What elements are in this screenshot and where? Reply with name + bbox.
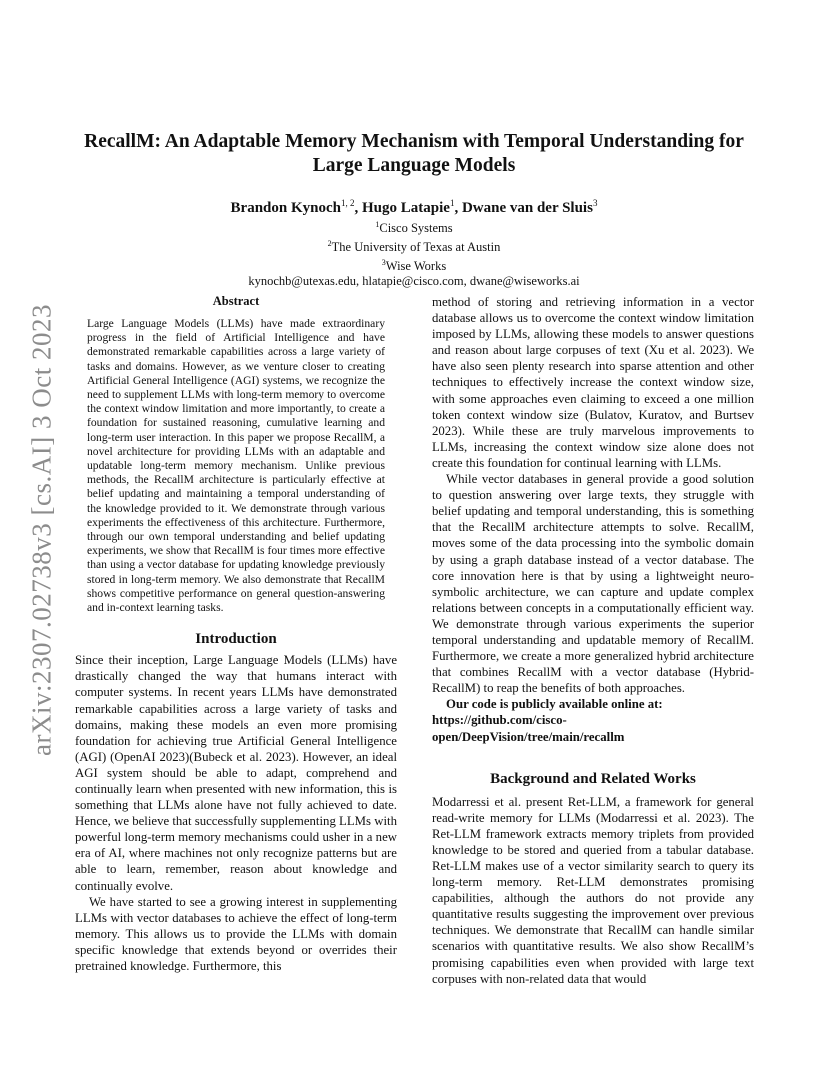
introduction-paragraph: While vector databases in general provide a good solution to question answering over large texts, they struggle with belief updating and temporal understanding, this is something that the RecallM architecture attempts to solve. RecallM, moves some of the data processing into the symbolic domain by using a graph database instead of a vector database. The core innovation here is that by using a lightweight neuro-symbolic architecture, we can capture and update complex relations between concepts in a computationally efficient way. We demonstrate through various experiments the superior temporal understanding and updatable memory of RecallM. Furthermore, we create a more generalized hybrid architecture that combines RecallM with a vector database (Hybrid-RecallM) to reap the benefits of both approaches.: [432, 472, 754, 696]
introduction-heading: Introduction: [195, 631, 277, 648]
affiliation-mark: 1: [375, 220, 380, 229]
paper-header: [70, 130, 758, 289]
author-name: Brandon Kynoch: [230, 200, 341, 216]
code-availability-note: Our code is publicly available online at:: [446, 697, 663, 712]
affiliation-mark: 2: [327, 239, 332, 249]
affiliation: [70, 255, 758, 274]
author-affiliation-mark: 1: [449, 198, 455, 208]
arxiv-sidebar: [22, 300, 62, 760]
author-separator: ,: [354, 200, 362, 216]
right-column: [432, 294, 754, 987]
background-paragraph: Modarressi et al. present Ret-LLM, a framework for general read-write memory for LLMs (Modarressi et al. 2023). The Ret-LLM framework extracts memory triplets from provided knowledge to be stored and queried from a tabular database. Ret-LLM makes use of a vector similarity search to query its long-term memory. Ret-LLM demonstrates promising capabilities, although the authors do not provide any quantitative results suggesting the improvement over previous techniques. We demonstrate that RecallM can handle similar scenarios with quantitative results. We also show RecallM’s promising capabilities even when provided with large text corpuses with non-related data that would: [432, 794, 754, 986]
paper-title: RecallM: An Adaptable Memory Mechanism with Temporal Understanding for Large Language Models: [84, 131, 744, 176]
author-separator: ,: [454, 200, 462, 216]
author-affiliation-mark: 3: [592, 198, 598, 208]
introduction-paragraph: Since their inception, Large Language Models (LLMs) have drastically changed the way that humans interact with computer systems. In recent years LLMs have demonstrated remarkable capabilities across a large variety of tasks and domains, making these models an even more promising foundation for achieving true Artificial General Intelligence (AGI) (OpenAI 2023)(Bubeck et al. 2023). However, an ideal AGI system should be able to adapt, comprehend and continually learn when presented with new information, this is something that LLMs alone have not fully achieved to date. Hence, we believe that successfully supplementing LLMs with powerful long-term memory mechanisms could usher in a new era of AI, where machines not only recognize patterns but are able to learn, remember, reason about knowledge and continually evolve.: [75, 653, 397, 893]
affiliation-name: Wise Works: [385, 259, 447, 274]
abstract-heading: Abstract: [212, 294, 260, 308]
code-repository-link[interactable]: https://github.com/cisco-open/DeepVision/tree/main/recallm: [432, 713, 625, 744]
left-column: [75, 294, 397, 974]
introduction-paragraph: We have started to see a growing interest in supplementing LLMs with vector databases to achieve the effect of long-term memory. This allows us to provide the LLMs with domain specific knowledge that extends beyond or overrides their pretrained knowledge. Furthermore, this: [75, 894, 397, 974]
abstract-text: Large Language Models (LLMs) have made extraordinary progress in the field of Artificial Intelligence and have demonstrated remarkable capabilities across a large variety of tasks and domains. However, as we venture closer to creating Artificial General Intelligence (AGI) systems, we recognize the need to supplement LLMs with long-term memory to overcome the context window limitation and more importantly, to create a foundation for sustained reasoning, cumulative learning and long-term user interaction. In this paper we propose RecallM, a novel architecture for providing LLMs with an adaptable and updatable long-term memory mechanism. Unlike previous methods, the RecallM architecture is particularly effective at belief updating and maintaining a temporal understanding of the knowledge provided to it. We demonstrate through various experiments the effectiveness of this architecture. Furthermore, through our own temporal understanding and belief updating experiments, we show that RecallM is four times more effective than using a vector database for updating knowledge previously stored in long-term memory. We also demonstrate that RecallM shows competitive performance on general question-answering and in-context learning tasks.: [87, 317, 385, 615]
author-affiliation-mark: 1, 2: [341, 198, 355, 208]
affiliation: [70, 236, 758, 255]
author-list: [70, 194, 758, 217]
affiliation-mark: 3: [381, 258, 386, 268]
author-name: Hugo Latapie: [362, 200, 450, 216]
background-heading: Background and Related Works: [490, 770, 696, 787]
affiliation-name: The University of Texas at Austin: [331, 240, 501, 255]
affiliation-name: Cisco Systems: [379, 221, 453, 236]
author-emails: kynochb@utexas.edu, hlatapie@cisco.com, dwane@wiseworks.ai: [248, 274, 580, 289]
affiliation: [70, 217, 758, 236]
arxiv-identifier: arXiv:2307.02738v3 [cs.AI] 3 Oct 2023: [26, 304, 57, 756]
introduction-paragraph-continued: method of storing and retrieving information in a vector database allows us to overcome the context window limitation imposed by LLMs, allowing these models to answer questions and reason about large corpuses of text (Xu et al. 2023). We have also seen plenty research into sparse attention and other techniques to effectively increase the context window size, with some approaches even claiming to exceed a one million token context window size (Bulatov, Kuratov, and Burtsev 2023). While these are truly marvelous improvements to LLMs, increasing the context window size alone does not create this foundation for continual learning with LLMs.: [432, 295, 754, 470]
author-name: Dwane van der Sluis: [461, 200, 593, 216]
